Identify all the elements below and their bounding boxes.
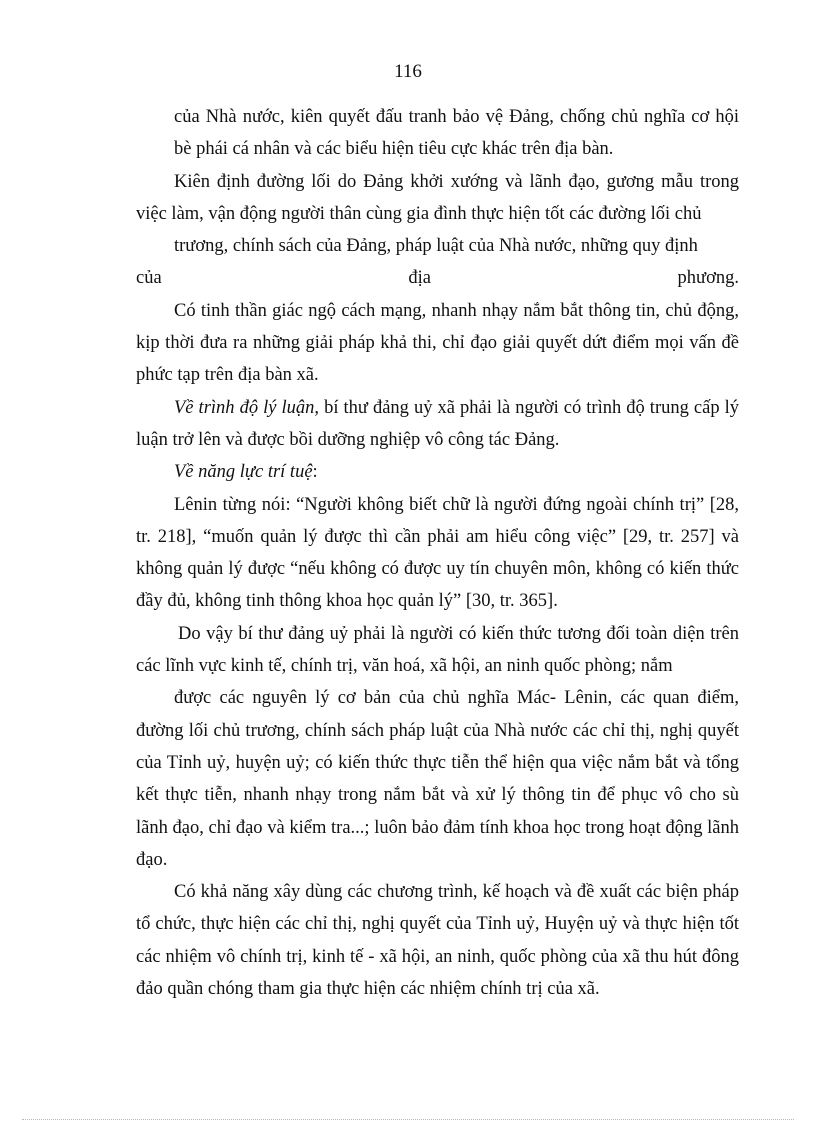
spread-word-1: của <box>136 268 162 289</box>
paragraph-4-text: , bí thư đảng uỷ xã phải là người có trình độ trung cấp lý luận trở lên và được bồi dưỡng nghiệp vô công tác Đảng. <box>136 397 739 450</box>
paragraph-5-text: : <box>312 462 318 483</box>
paragraph-1 <box>136 101 739 166</box>
spread-word-3: phương. <box>677 268 739 289</box>
theory-heading: Về trình độ lý luận <box>174 397 315 418</box>
paragraph-3: Có tinh thần giác ngộ cách mạng, nhanh nhạy nắm bắt thông tin, chủ động, kịp thời đưa ra những giải pháp khả thi, chỉ đạo giải quyết dứt điểm mọi vấn đề phức tạp trên địa bàn xã. <box>136 300 739 386</box>
page-bottom-rule <box>22 1119 794 1120</box>
paragraph-1-text: của Nhà nước, kiên quyết đấu tranh bảo vệ Đảng, chống chủ nghĩa cơ hội bè phái cá nhân và các biểu hiện tiêu cực khác trên địa bàn. <box>174 107 739 160</box>
paragraph-7: Do vậy bí thư đảng uỷ phải là người có kiến thức tương đối toàn diện trên các lĩnh vực kinh tế, chính trị, văn hoá, xã hội, an ninh quốc phòng; nắm <box>136 623 739 677</box>
paragraph-2-continued <box>136 230 739 262</box>
spread-word-2: địa <box>408 268 431 289</box>
paragraph-7-text: được các nguyên lý cơ bản của chủ nghĩa Mác- Lênin, các quan điểm, đường lối chủ trương, chính sách pháp luật của Nhà nước các chỉ thị, nghị quyết của Tỉnh uỷ, huyện uỷ; có kiến thức thực tiễn thể hiện qua việc nắm bắt và tổng kết thực tiễn, nhanh nhạy trong nắm bắt và xử lý thông tin để phục vô cho sù lãnh đạo, chỉ đạo và kiểm tra...; luôn bảo đảm tính khoa học trong hoạt động lãnh đạo. <box>136 688 739 870</box>
paragraph-8: Có khả năng xây dùng các chương trình, kế hoạch và đề xuất các biện pháp tổ chức, thực hiện các chỉ thị, nghị quyết của Tỉnh uỷ, Huyện uỷ và thực hiện tốt các nhiệm vô chính trị, kinh tế - xã hội, an ninh, quốc phòng của xã thu hút đông đảo quần chóng tham gia thực hiện các nhiệm chính trị của xã. <box>136 882 739 1000</box>
document-body <box>136 101 739 1005</box>
paragraph-4 <box>136 392 739 457</box>
paragraph-7-continued <box>136 682 739 876</box>
paragraph-2-spread-line <box>136 262 739 294</box>
intellect-heading: Về năng lực trí tuệ <box>174 462 313 483</box>
paragraph-2-text: Kiên định đường lối do Đảng khởi xướng và lãnh đạo, gương mẫu trong việc làm, vận động người thân cùng gia đình thực hiện tốt các đường lối chủ <box>136 171 739 224</box>
paragraph-2-line: trương, chính sách của Đảng, pháp luật của Nhà nước, những quy định <box>174 236 698 257</box>
paragraph-2 <box>136 166 739 231</box>
paragraph-6: Lênin từng nói: “Người không biết chữ là người đứng ngoài chính trị” [28, tr. 218], “muốn quản lý được thì cần phải am hiểu công việc” [29, tr. 257] và không quản lý được “nếu không có được uy tín chuyên môn, không có kiến thức đầy đủ, không tinh thông khoa học quản lý” [30, tr. 365]. <box>136 494 739 612</box>
paragraph-5 <box>136 456 739 488</box>
page-number: 116 <box>394 61 422 82</box>
